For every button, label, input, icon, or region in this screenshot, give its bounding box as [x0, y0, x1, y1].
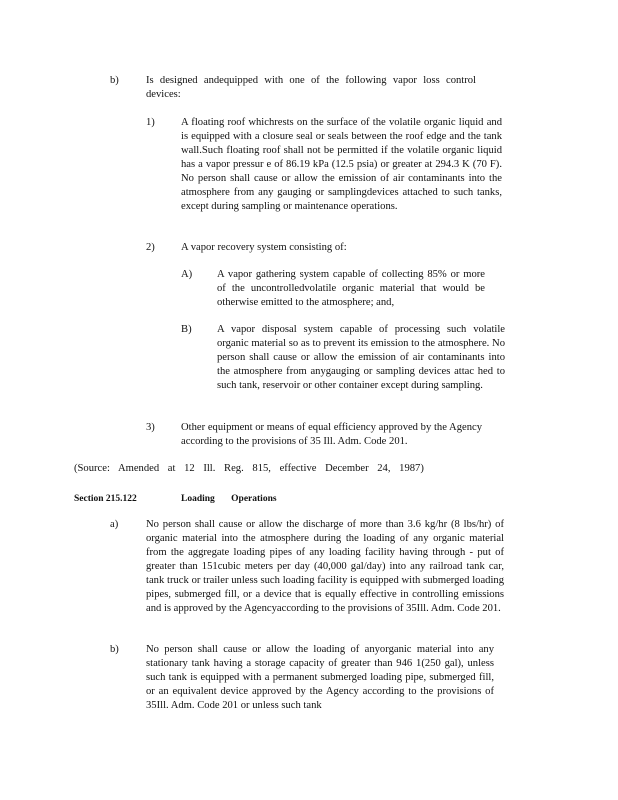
item-label-a: a)	[110, 519, 119, 530]
item-label-3: 3)	[146, 422, 155, 433]
paragraph-a: No person shall cause or allow the discharge of more than 3.6 kg/hr (8 lbs/hr) of organic material into the atmosphere during the loading of any organic material from the aggregate loading pipes of any loading facility having through - put of greater than 151cubic meters per day (40,000 gal/day) into any railroad tank car, tank truck or trailer unless such loading facility is equipped with submerged loading pipes, submerged fill, or a device that is equally effective in controlling emissions and is approved by the Agencyaccording to the provisions of 35Ill. Adm. Code 201.	[146, 519, 504, 614]
source-note: (Source: Amended at 12 Ill. Reg. 815, effective December 24, 1987)	[74, 463, 424, 474]
item-label-2: 2)	[146, 242, 155, 253]
paragraph-2: A vapor recovery system consisting of:	[181, 242, 347, 253]
item-label-b: b)	[110, 75, 119, 86]
paragraph-b2: No person shall cause or allow the loading of anyorganic material into any stationary tank having a storage capacity of greater than 946 1(250 gal), unless such tank is equipped with a permanent submerged loading pipe, submerged fill, or an equivalent device approved by the Agency according to the provisions of 35Ill. Adm. Code 201 or unless such tank	[146, 644, 494, 711]
item-label-B: B)	[181, 324, 192, 335]
item-label-1: 1)	[146, 117, 155, 128]
paragraph-1: A floating roof whichrests on the surface of the volatile organic liquid and is equipped with a closure seal or seals between the roof edge and the tank wall.Such floating roof shall not be permitted if the volatile organic liquid has a vapor pressur e of 86.19 kPa (12.5 psia) or greater at 294.3 K (70 F). No person shall cause or allow the emission of air contaminants into the atmosphere from any gauging or samplingdevices attached to such tanks, except during sampling or maintenance operations.	[181, 117, 502, 212]
section-title: Loading Operations	[181, 494, 277, 504]
paragraph-B: A vapor disposal system capable of processing such volatile organic material so as to prevent its emission to the atmosphere. No person shall cause or allow the emission of air contaminants into the atmosphere from anygauging or sampling devices attac hed to such tank, reservoir or other container except during sampling.	[217, 324, 505, 391]
item-label-A: A)	[181, 269, 193, 280]
item-label-b2: b)	[110, 644, 119, 655]
paragraph-A: A vapor gathering system capable of collecting 85% or more of the uncontrolledvolatile organic material that would be otherwise emitted to the atmosphere; and,	[217, 269, 485, 308]
section-number: Section 215.122	[74, 494, 137, 504]
paragraph-b-intro: Is designed andequipped with one of the following vapor loss control devices:	[146, 75, 476, 100]
paragraph-3: Other equipment or means of equal efficiency approved by the Agency according to the provisions of 35 Ill. Adm. Code 201.	[181, 422, 482, 447]
